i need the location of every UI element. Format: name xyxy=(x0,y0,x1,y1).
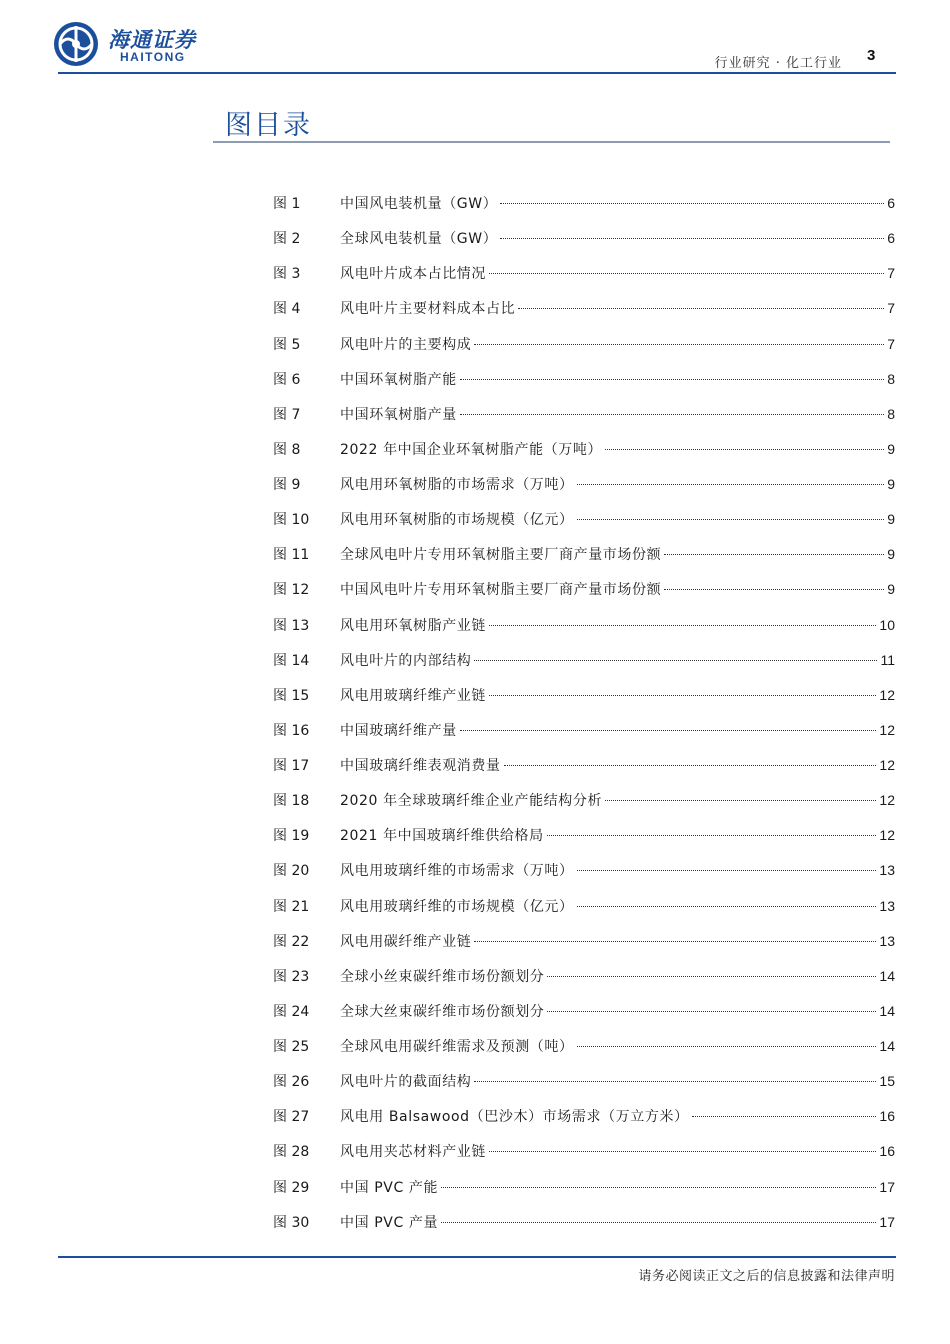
figure-title: 2021 年中国玻璃纤维供给格局 xyxy=(340,828,544,845)
dot-leader xyxy=(474,1081,876,1082)
dot-leader xyxy=(474,941,876,942)
dot-leader xyxy=(489,695,876,696)
toc-title: 图目录 xyxy=(225,110,312,141)
toc-entry[interactable] xyxy=(273,1212,895,1247)
figure-title: 风电用碳纤维产业链 xyxy=(340,933,472,950)
dot-leader xyxy=(577,870,877,871)
toc-entry[interactable] xyxy=(273,615,895,650)
figure-title: 全球风电用碳纤维需求及预测（吨） xyxy=(340,1039,574,1055)
figure-page-number: 12 xyxy=(879,792,895,809)
toc-entry[interactable] xyxy=(273,966,895,1001)
figure-page-number: 17 xyxy=(879,1213,895,1230)
figure-page-number: 14 xyxy=(879,1002,895,1019)
figure-page-number: 13 xyxy=(879,862,895,879)
figure-label: 图 27 xyxy=(273,1109,310,1126)
dot-leader xyxy=(547,835,877,836)
figure-page-number: 9 xyxy=(887,546,895,563)
figure-title: 风电用环氧树脂的市场规模（亿元） xyxy=(340,512,574,529)
title-divider xyxy=(213,141,890,143)
figure-title: 风电用玻璃纤维产业链 xyxy=(340,687,486,704)
figure-title: 中国玻璃纤维产量 xyxy=(340,722,457,739)
figure-label: 图 19 xyxy=(273,828,310,845)
figure-label: 图 26 xyxy=(273,1074,310,1091)
toc-entry[interactable] xyxy=(273,1036,895,1071)
dot-leader xyxy=(605,800,876,801)
dot-leader xyxy=(460,414,884,415)
haitong-emblem-icon xyxy=(52,20,100,68)
figure-label: 图 24 xyxy=(273,1003,310,1020)
figure-title: 全球风电装机量（GW） xyxy=(340,231,498,248)
figure-page-number: 8 xyxy=(887,370,895,387)
figure-page-number: 13 xyxy=(879,897,895,914)
figure-title: 风电用 Balsawood（巴沙木）市场需求（万立方米） xyxy=(340,1109,689,1126)
figure-page-number: 12 xyxy=(879,827,895,844)
figure-title: 风电叶片的截面结构 xyxy=(340,1074,472,1091)
toc-entry[interactable] xyxy=(273,474,895,509)
figure-title: 风电用夹芯材料产业链 xyxy=(340,1144,486,1161)
figure-label: 图 21 xyxy=(273,898,310,915)
figure-title: 风电叶片的内部结构 xyxy=(340,652,472,669)
dot-leader xyxy=(474,660,877,661)
figure-page-number: 11 xyxy=(880,651,895,668)
toc-entry[interactable] xyxy=(273,193,895,228)
figure-title: 风电叶片成本占比情况 xyxy=(340,266,486,283)
toc-entry[interactable] xyxy=(273,579,895,614)
toc-entry[interactable] xyxy=(273,369,895,404)
toc-entry[interactable] xyxy=(273,685,895,720)
figure-title: 风电叶片主要材料成本占比 xyxy=(340,301,516,318)
figure-title: 中国环氧树脂产能 xyxy=(340,371,457,388)
dot-leader xyxy=(489,1151,876,1152)
figure-title: 全球小丝束碳纤维市场份额划分 xyxy=(340,968,545,985)
figure-label: 图 10 xyxy=(273,512,310,529)
figure-title: 中国玻璃纤维表观消费量 xyxy=(340,758,501,774)
dot-leader xyxy=(664,589,884,590)
figure-label: 图 4 xyxy=(273,301,301,318)
dot-leader xyxy=(500,203,884,204)
figure-label: 图 17 xyxy=(273,758,310,774)
figure-label: 图 2 xyxy=(273,231,301,248)
figure-label: 图 30 xyxy=(273,1214,310,1231)
figure-page-number: 14 xyxy=(879,967,895,984)
dot-leader xyxy=(441,1187,876,1188)
figure-page-number: 6 xyxy=(887,230,895,247)
figure-title: 中国环氧树脂产量 xyxy=(340,406,457,423)
dot-leader xyxy=(518,308,884,309)
page-number: 3 xyxy=(867,47,876,64)
toc-entry[interactable] xyxy=(273,334,895,369)
figure-page-number: 12 xyxy=(879,686,895,703)
toc-entry[interactable] xyxy=(273,931,895,966)
dot-leader xyxy=(504,765,877,766)
figure-label: 图 29 xyxy=(273,1179,310,1196)
figure-title: 风电用环氧树脂的市场需求（万吨） xyxy=(340,477,574,493)
dot-leader xyxy=(577,906,877,907)
figure-label: 图 18 xyxy=(273,793,310,810)
figure-title: 中国 PVC 产量 xyxy=(340,1214,439,1231)
footer-divider xyxy=(58,1256,896,1258)
toc-entry[interactable] xyxy=(273,896,895,931)
figure-title: 2022 年中国企业环氧树脂产能（万吨） xyxy=(340,441,603,458)
toc-entry[interactable] xyxy=(273,263,895,298)
figure-title: 风电叶片的主要构成 xyxy=(340,336,472,353)
figure-page-number: 12 xyxy=(879,721,895,738)
figure-label: 图 25 xyxy=(273,1039,310,1055)
figure-page-number: 9 xyxy=(887,440,895,457)
toc-entry[interactable] xyxy=(273,1071,895,1106)
toc-entry[interactable] xyxy=(273,544,895,579)
dot-leader xyxy=(664,554,884,555)
figure-page-number: 17 xyxy=(879,1178,895,1195)
figure-label: 图 12 xyxy=(273,582,310,599)
figure-title: 风电用环氧树脂产业链 xyxy=(340,617,486,634)
figure-label: 图 11 xyxy=(273,547,310,564)
dot-leader xyxy=(474,344,884,345)
figure-label: 图 7 xyxy=(273,406,301,423)
dot-leader xyxy=(460,379,884,380)
toc-entry[interactable] xyxy=(273,1141,895,1176)
figure-page-number: 14 xyxy=(879,1038,895,1054)
figure-title: 2020 年全球玻璃纤维企业产能结构分析 xyxy=(340,793,603,810)
figure-page-number: 16 xyxy=(879,1143,895,1160)
figure-title: 风电用玻璃纤维的市场规模（亿元） xyxy=(340,898,574,915)
dot-leader xyxy=(547,976,876,977)
toc-entry[interactable] xyxy=(273,650,895,685)
figure-label: 图 8 xyxy=(273,441,301,458)
figure-title: 中国 PVC 产能 xyxy=(340,1179,439,1196)
figure-title: 风电用玻璃纤维的市场需求（万吨） xyxy=(340,863,574,880)
figure-label: 图 5 xyxy=(273,336,301,353)
brand-name-en: HAITONG xyxy=(120,50,186,64)
toc-entry[interactable] xyxy=(273,439,895,474)
toc-entry[interactable] xyxy=(273,860,895,895)
brand-name-cn: 海通证券 xyxy=(108,27,196,52)
figure-page-number: 9 xyxy=(887,511,895,528)
dot-leader xyxy=(577,1046,877,1047)
figure-page-number: 7 xyxy=(887,300,895,317)
toc-entry[interactable] xyxy=(273,509,895,544)
toc-entry[interactable] xyxy=(273,720,895,755)
footer-disclaimer: 请务必阅读正文之后的信息披露和法律声明 xyxy=(638,1269,895,1284)
figure-title: 全球风电叶片专用环氧树脂主要厂商产量市场份额 xyxy=(340,547,662,564)
dot-leader xyxy=(692,1116,877,1117)
dot-leader xyxy=(489,273,884,274)
figure-label: 图 3 xyxy=(273,266,301,283)
dot-leader xyxy=(500,238,884,239)
figure-page-number: 16 xyxy=(879,1108,895,1125)
figure-label: 图 1 xyxy=(273,196,301,212)
toc-entry[interactable] xyxy=(273,228,895,263)
figure-page-number: 15 xyxy=(879,1073,895,1090)
figure-list xyxy=(273,193,895,1247)
figure-page-number: 12 xyxy=(879,757,895,773)
figure-label: 图 22 xyxy=(273,933,310,950)
report-section: 行业研究 · 化工行业 xyxy=(714,56,842,71)
figure-page-number: 8 xyxy=(887,405,895,422)
figure-title: 全球大丝束碳纤维市场份额划分 xyxy=(340,1003,545,1020)
toc-entry[interactable] xyxy=(273,298,895,333)
figure-label: 图 28 xyxy=(273,1144,310,1161)
dot-leader xyxy=(605,449,884,450)
figure-label: 图 15 xyxy=(273,687,310,704)
figure-page-number: 7 xyxy=(887,335,895,352)
dot-leader xyxy=(577,484,885,485)
figure-label: 图 9 xyxy=(273,477,301,493)
figure-label: 图 6 xyxy=(273,371,301,388)
dot-leader xyxy=(460,730,877,731)
figure-page-number: 9 xyxy=(887,476,895,492)
dot-leader xyxy=(489,625,876,626)
figure-label: 图 13 xyxy=(273,617,310,634)
dot-leader xyxy=(547,1011,876,1012)
figure-page-number: 9 xyxy=(887,581,895,598)
brand-logo xyxy=(52,20,222,70)
figure-page-number: 13 xyxy=(879,932,895,949)
header-divider xyxy=(58,72,896,74)
figure-page-number: 7 xyxy=(887,265,895,282)
figure-title: 中国风电叶片专用环氧树脂主要厂商产量市场份额 xyxy=(340,582,662,599)
figure-page-number: 10 xyxy=(879,616,895,633)
toc-entry[interactable] xyxy=(273,1001,895,1036)
toc-entry[interactable] xyxy=(273,755,895,790)
figure-label: 图 16 xyxy=(273,722,310,739)
toc-entry[interactable] xyxy=(273,404,895,439)
toc-entry[interactable] xyxy=(273,790,895,825)
toc-entry[interactable] xyxy=(273,1106,895,1141)
toc-entry[interactable] xyxy=(273,1177,895,1212)
figure-label: 图 23 xyxy=(273,968,310,985)
figure-label: 图 14 xyxy=(273,652,310,669)
dot-leader xyxy=(441,1222,876,1223)
figure-label: 图 20 xyxy=(273,863,310,880)
dot-leader xyxy=(577,519,885,520)
toc-entry[interactable] xyxy=(273,825,895,860)
figure-page-number: 6 xyxy=(887,195,895,211)
figure-title: 中国风电装机量（GW） xyxy=(340,196,498,212)
